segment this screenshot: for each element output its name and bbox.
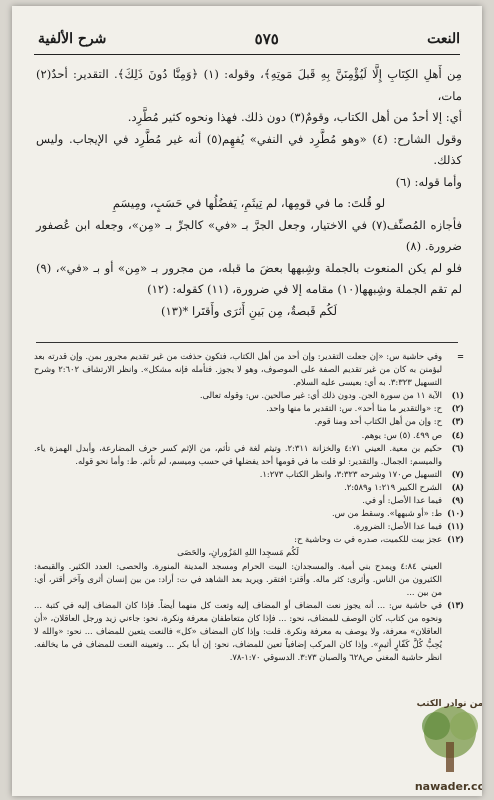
footnote-text: الشرح الكبير ١:٢١٩ و٢:٥٨٩. [344, 481, 442, 492]
footnote-text: فيما عدا الأصل: أو في. [362, 495, 442, 506]
footnote [34, 481, 464, 494]
main-text [36, 64, 462, 322]
footnote-text: لَكُم مَسجِدا اللهِ المَزُورانِ، والحَصَى [177, 547, 299, 558]
tree-canopy-icon [422, 712, 450, 740]
main-paragraph: أي: إلا أحدٌ من أهل الكتاب، وقومٌ(٣) دون ذلك. فهذا ونحوه كثير مُطَّرِد. [127, 110, 462, 124]
footnote-text: ط: «أو شبهها». وسقط من س. [332, 508, 442, 519]
page-header [38, 28, 460, 50]
footnote-number: (٢) [451, 403, 464, 414]
footnote [34, 494, 464, 507]
footnote-number: (٤) [451, 429, 464, 440]
main-paragraph: وقول الشارح: (٤) «وهو مُطَّرِد في النفي» يُفهِم(٥) أنه غير مُطَّرِد في الإيجاب. وليس كذلك. [36, 131, 462, 167]
footnote-number: (١٠) [447, 508, 464, 519]
footnote-text: فيما عدا الأصل: الضرورة. [353, 521, 442, 532]
footnote-text: عجز بيت للكميت، صدره في ت وحاشية ح: [294, 534, 442, 545]
book-title: شرح الألفية [38, 31, 107, 47]
page-number: ٥٧٥ [254, 30, 279, 48]
footnote-text: وفي حاشية س: «إن جعلت التقدير: وإن أحد من أهل الكتاب، فتكون حذفت من غير تقديم مجرور بمن. وإن قدرته بعد ليؤمنن به كان من غير تقديم الصفة على الموصوف، وهو لا يجوز. فتأمله فإنه مشكل». وانظر الارتشاف ٢:٦٠٢ وشرح التسهيل ٣:٣٢٣. به أي: بعيسى عليه السلام. [34, 351, 442, 388]
footnote-number: (٣) [451, 416, 464, 427]
footnote-number: = [456, 351, 464, 361]
footnote [34, 520, 464, 533]
footnote [34, 560, 464, 599]
footnote [34, 402, 464, 415]
poetry-verse: لَكُم قَبصةٌ، مِن بَينِ أَثرَى وأَقتَرا *(١٣) [160, 303, 338, 318]
main-paragraph: فلو لم يكن المنعوت بالجملة وشِبهها بعضَ ما قبله، من مجرور بـ «مِن» أو بـ «في»، (٩) لم تقم الجملة وشِبهها(١٠) مقامه إلا في ضرورة، (١١) كقوله: (١٢) [36, 260, 462, 296]
main-paragraph: مِن أَهلِ الكِتَابِ إِلَّا لَيُؤْمِنَنَّ بِهِ قَبلَ مَوتِهِ﴾، وقوله: (١) ﴿وَمِنَّا دُونَ ذَلِكَ﴾. التقدير: أحدٌ(٢) مات، [36, 67, 462, 103]
footnote [34, 468, 464, 481]
footnote-text: الآية ١١ من سورة الجن. ودون ذلك أي: غير صالحين. س: وقوله تعالى. [199, 390, 442, 401]
footnote-number: (١) [451, 390, 464, 401]
watermark-site: nawader.co [414, 780, 486, 793]
tree-trunk-icon [446, 742, 454, 772]
footnote [34, 599, 464, 664]
footnote-number: (١٢) [447, 534, 464, 545]
footnote [34, 442, 464, 468]
footnote-number: (٧) [451, 468, 464, 479]
footnote [34, 507, 464, 520]
poetry-verse: لو قُلتَ: ما في قومِها، لم تِيثَمِ، يَفضُلُها في حَسَبٍ، ومِيسَمِ [112, 196, 386, 210]
footnote-number: (٦) [451, 442, 464, 453]
tree-logo-watermark [406, 696, 486, 796]
footnote-number: (١١) [447, 521, 464, 532]
footnote-number [442, 560, 464, 599]
footnote [34, 533, 464, 546]
footnote-text: العيني ٤:٨٤ ويمدح بني أمية. والمسجدان: البيت الحرام ومسجد المدينة المنورة. والحصى: العدد الكثير. والقبصة: الكثيرون من الناس. وأثرى: كثر ماله. وأقتر: افتقر. ويريد بعد الشاهد في ت: أراد: من بين إنسان أثرى وآخر أقتر، أي: من بين ... [34, 560, 442, 597]
book-page [12, 6, 486, 796]
main-paragraph: وأما قوله: (٦) [395, 174, 462, 189]
footnote-number: (٩) [451, 495, 464, 506]
footnote-text: حكيم بن معية. العيني ٤:٧١ والخزانة ٢:٣١١. وتيثم لغة في تأثم، من الإثم كسر حرف المضارعة، وأبدل الهمزة ياء. والميسم: الجمال. والتقدير: لو قلت ما في قومها أحد يفضلها في حسب وميسم، لم تأثم. ط: وأما نحو قوله. [34, 442, 442, 466]
footnote-text: في حاشية س: ... أنه يجوز نعت المضاف أو المضاف إليه وتعت كل منهما أيضاً. فإذا كان المضاف إليه في كتبة ... ونحوه من كتاب، كان الوصف للمضاف، نحو: ... فإذا كان متعاطفان معرفة ونكرة، نحو: جاءني زيد ورجل العاقلان، «أن العاقلان» معرفة، ولا يوصف به معرفة ونكرة. قلت: وإذا كان المضاف «كل» فالنعت يتعين للمضاف ... نحو: «والله لا يُحِبُّ كُلَّ كَفّارٍ أثيمٍ». وإذا كان المركب إضافياً تعين للمضاف، نحو: إن أبا بكر ... وتعيينه النعت للمضاف في ما يخالفه. انظر حاشية المغني ص٦٢٨ والصبان ٣:٧٣. الدسوقي ١:٧٠-٧٨. [34, 599, 442, 663]
footnote [34, 350, 464, 389]
footnote-text: ص ٤٩٩. (٥) س: يوهم. [361, 429, 442, 440]
footnote-number: (٨) [451, 481, 464, 492]
footnote-number: (١٣) [447, 599, 464, 610]
main-paragraph: فأجازه المُصنِّف(٧) في الاختيار، وجعل الجرَّ بـ «في» كالجرِّ بـ «مِن»، وجعله ابن عُصفور ضرورة. (٨) [36, 217, 462, 253]
header-rule [34, 54, 460, 55]
chapter-title: النعت [427, 31, 460, 47]
footnote-verse [34, 546, 464, 559]
footnote-text: ح: «والتقدير ما منا أحد». س: التقدير ما منها واحد. [266, 403, 442, 414]
watermark-arabic: من نوادر الكتب [416, 699, 484, 709]
footnote-separator [36, 342, 458, 343]
footnote [34, 429, 464, 442]
tree-canopy-icon [450, 712, 478, 740]
footnotes [34, 350, 464, 664]
footnote-text: التسهيل ص١٧٠ وشرحه ٣:٣٢٣، وانظر الكتاب ١:٢٧٣. [259, 468, 442, 479]
footnote-number [442, 546, 464, 559]
footnote-text: ح: وإن من أهل الكتاب أحد ومنا قوم. [314, 416, 442, 427]
footnote [34, 415, 464, 428]
footnote [34, 389, 464, 402]
